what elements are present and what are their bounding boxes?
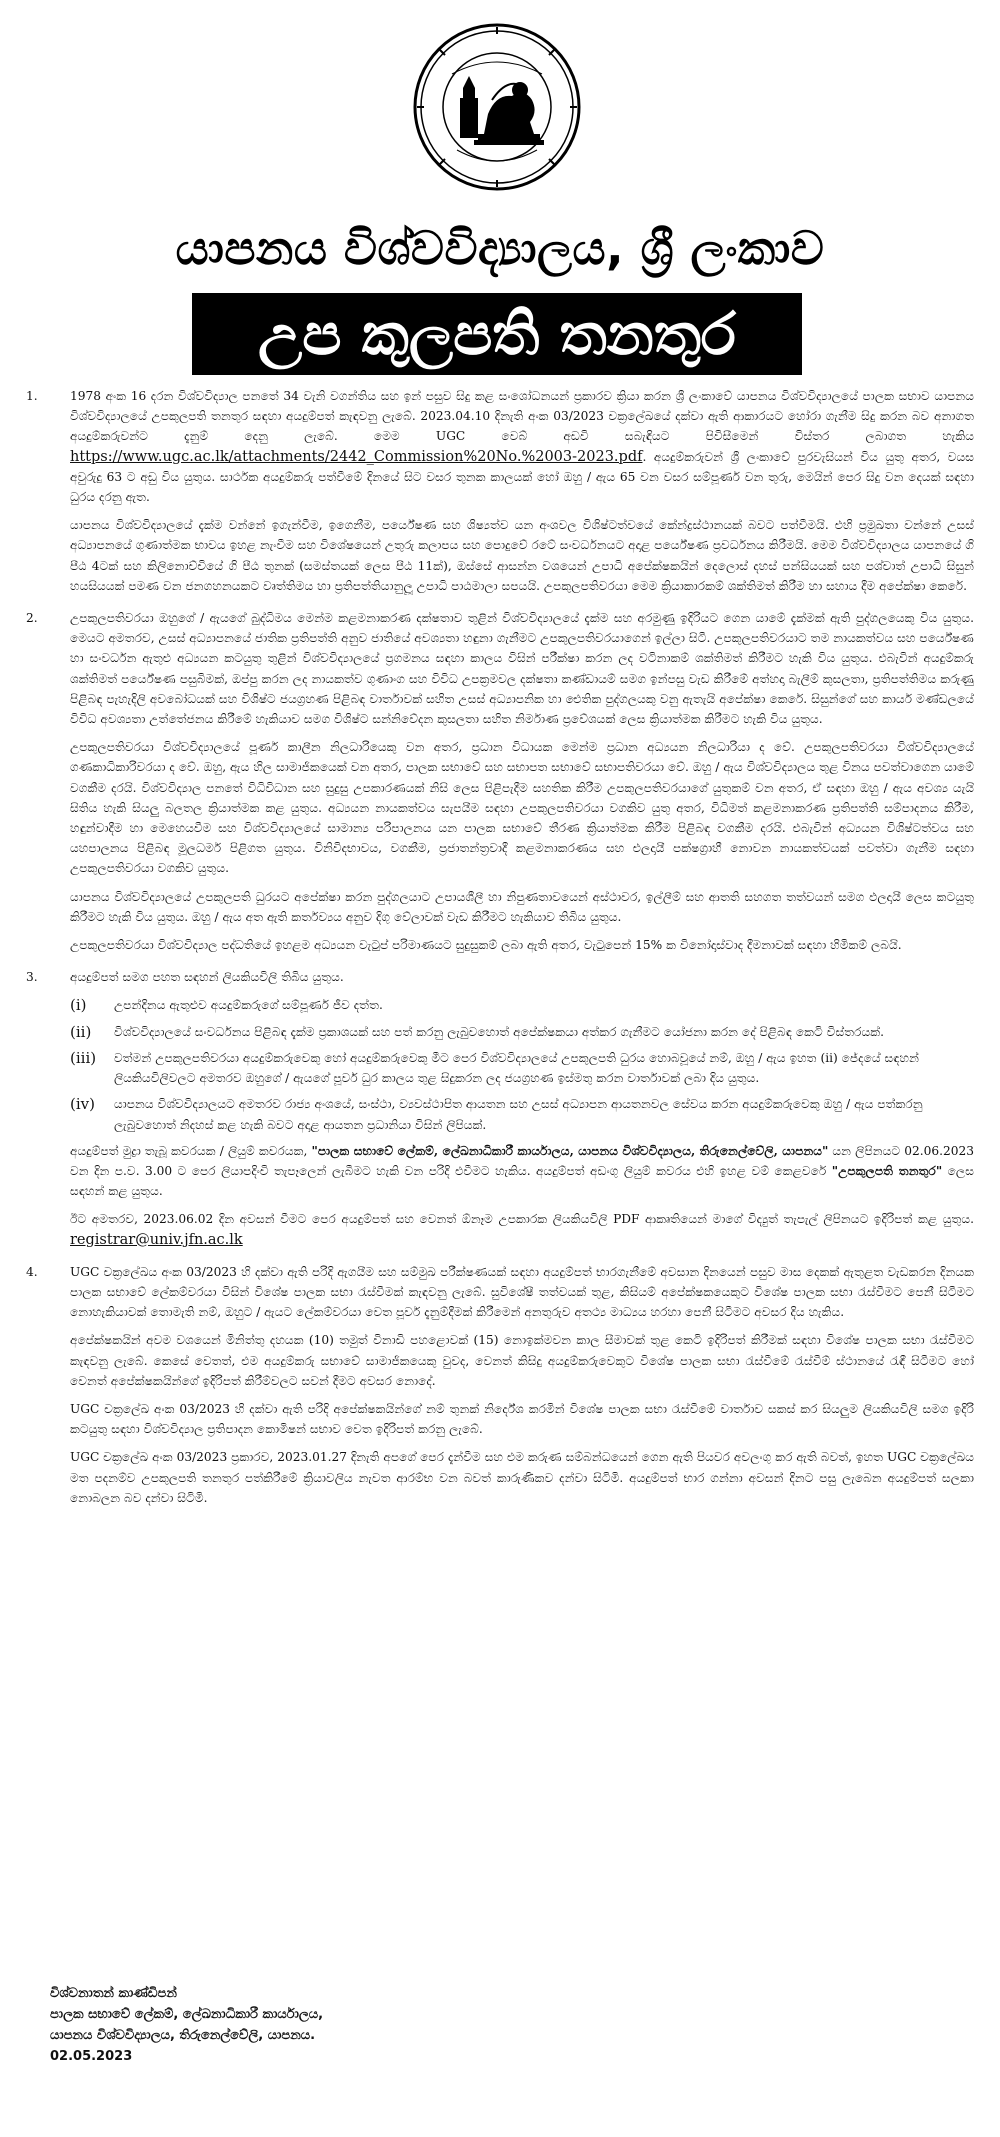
paragraph-text: ලෙස සඳහන් කළ යුතුය. xyxy=(70,1163,974,1199)
signature-block xyxy=(50,1983,750,2067)
email-instructions xyxy=(70,1209,974,1249)
paragraph: උපකුලපතිවරයා ඔහුගේ / ඇයගේ බුද්ධිමය මෙන්ම කළමනාකරණ දක්ෂතාව තුළින් විශ්වවිද්‍යාලයේ දැක්ම සහ අරමුණු ඉදිරියට ගෙන යාමේ දැක්මක් ඇති පුද්ගලයෙකු විය යුතුය. මෙයට අමතරව, උසස් අධ්‍යාපනයේ ජාතික ප්‍රතිපත්ති අනුව ජාතියේ අවශ්‍යතා හඳුනා ගැනීමට උපකුලපතිවරයාගෙන් ඉල්ලා සිටී. උපකුලපතිවරයාට තම නායකත්වය සහ පර්යේෂණ හා සංවර්ධන ඇතුළු අධ්‍යයන කටයුතු තුළින් විශ්වවිද්‍යාලයේ ප්‍රගමනය සඳහා කාලය විසින් පරීක්ෂා කරන ලද වටිනාකම් ශක්තිමත් කිරීමට හැකි විය යුතුය. එබැවින් අයදුම්කරු ශක්තිමත් පර්යේෂණ පසුබිමක්, ඔප්පු කරන ලද නායකත්ව ගුණාංග සහ විවිධ උපක්‍රමවල දක්ෂතා කණ්ඩායම් සමග ඉන්පසු වැඩ කිරීමේ අත්හදා බැලීම් කුසලතා, ප්‍රතිපත්තිමය කරුණු පිළිබඳ පැහැදිලි අවබෝධයක් සහ විශිෂ්ට ජයග්‍රහණ පිළිබඳ වාර්තාවක් සහිත උසස් අධ්‍යාපනික හා ඓතික පුද්ගලයකු වනු ඇතැයි අපේක්ෂා කෙරේ. සිසුන්ගේ සහ කාර්ය මණ්ඩලයේ විවිධ අවශ්‍යතා උත්තේජනය කිරීමේ හැකියාව සමග විශිෂ්ට සන්නිවේදන කුසලතා සහිත නිර්මාණ ප්‍රවේශයක් ලෙස ක්‍රියාත්මක කිරීමට හැකි විය යුතුය. xyxy=(70,611,974,727)
paragraph: UGC චක්‍රලේඛය අංක 03/2023 හි දක්වා ඇති පරිදි ඇගයීම සහ සම්මුඛ පරීක්ෂණයක් සඳහා අයදුම්පත් භාරගැනීමේ අවසාන දිනයෙන් පසුව මාස දෙකක් ඇතුළත වැඩකරන දිනයක පාලක සභාවේ ලේකම්වරයා විසින් විශේෂ පාලක සභා රැස්වීමක් කැඳවනු ලැබේ. සුවිශේෂී තත්වයක් තුළ, කිසියම් අපේක්ෂකයෙකුට විශේෂ පාලක සභා රැස්වීමට පෙනී සිටීමට නොහැකියාවක් තොමැති නම්, ඔහුට / ඇයට ලේකම්වරයා වෙත පූර්ව දැනුම්දීමක් කිරීමෙන් අනතුරුව අතථ්‍ය මාධ්‍යය හරහා පෙනී සිටීමට අවසර දිය හැකිය. xyxy=(70,1264,974,1320)
crest-icon xyxy=(412,22,582,192)
paragraph: උපකුලපතිවරයා විශ්වවිද්‍යාල පද්ධතියේ ඉහළම අධ්‍යයන වැටුප් පරිමාණයට සුදුසුකම් ලබා ඇති අතර, වැටුපෙන් 15% ක විනෝදාස්වාද දීමනාවක් සඳහා හිමිකම් ලබයි. xyxy=(70,938,902,953)
postal-address: "පාලක සභාවේ ලේකම්, ලේඛනාධිකාරී කාර්යාලය, යාපනය විශ්වවිද්‍යාලය, තිරුනෙල්වේලි, යාපනය" xyxy=(311,1143,829,1158)
paragraph: යාපනය විශ්වවිද්‍යාලයේ දැක්ම වන්නේ ඉගැන්වීම, ඉගෙනීම, පර්යේෂණ සහ ශිෂ්‍යත්ව යන අංශවල විශිෂ්ටත්වයේ කේන්ද්‍රස්ථානයක් බවට පත්වීමයි. එහි ප්‍රමුඛතා වන්නේ උසස් අධ්‍යාපනයේ ගුණාත්මක භාවය ඉහළ නැංවීම සහ විශේෂයෙන් උතුරු කලාපය සහ පොදුවේ රටේ සංවර්ධනයට අදාළ පර්යේෂණ ප්‍රවර්ධනය කිරීමයි. මෙම විශ්වවිද්‍යාලය යාපනයේ ගි පීඨ 4ටක් සහ කිලිනොච්චියේ ගි පීඨ තුනක් (සමස්තයක් ලෙස පීඨ 11ක්), ඔස්සේ ආසන්න වශයෙන් උපාධි අපේක්ෂකයින් දෙලොස් දහස් පන්සියයක් සහ පශ්චාත් උපාධි සිසුන් හයසියයක් පමණ වන ජනගහනයකට වෘත්තිමය හා ප්‍රතිපත්තියානුලූ උපාධි පාඨමාලා සපයයි. උපකුලපතිවරයා මෙම ක්‍රියාකාරකම් ශක්තිමත් කිරීම හා සහාය දීම අපේක්ෂා කෙරේ. xyxy=(70,518,974,593)
list-intro: අයදුම්පත් සමග පහත සඳහන් ලියකියවිලි තිබිය යුතුය. xyxy=(70,970,344,985)
section-1 xyxy=(26,386,974,596)
roman-number: (iv) xyxy=(70,1095,95,1114)
roman-number: (iii) xyxy=(70,1048,97,1067)
university-crest-logo xyxy=(412,22,582,192)
position-banner: උප කුලපති තනතුර xyxy=(192,293,802,375)
paragraph-text: ඊට අමතරව, 2023.06.02 දින අවසන් වීමට පෙර අයදුම්පත් සහ වෙනත් ඕනෑම උපකාරක ලියකියවිලි PDF ආකෘතියෙන් මාගේ විද්‍යුත් තැපැල් ලිපිනයට ඉදිරිපත් කළ යුතුය. xyxy=(70,1212,974,1227)
paragraph-text: 1978 අංක 16 දරන විශ්වවිද්‍යාල පනතේ 34 වැනි වගන්තිය සහ ඉන් පසුව සිදු කළ සංශෝධනයන් ප්‍රකාරව ක්‍රියා කරන ශ්‍රී ලංකාවේ යාපනය විශ්වවිද්‍යාලයේ පාලක සභාව යාපනය විශ්වවිද්‍යාලයේ උපකුලපති තනතුර සඳහා අයදුම්පත් කැඳවනු ලැබේ. 2023.04.10 දිනැති අංක 03/2023 චක්‍රලේඛයේ දක්වා ඇති ආකාරයට හෝරා ගැනීම සිදු කරන බව අනාගත අයදුම්කරුවන්ට දැනුම් දෙනු ලැබේ. මෙම UGC වෙබ් අඩවි සබැඳියට පිවිසීමෙන් විස්තර ලබාගත හැකිය xyxy=(70,389,974,444)
paragraph-text: අයදුම්පත් මුද්‍රා තැබූ කවරයක / ලියුම් කවරයක, xyxy=(70,1143,312,1158)
section-4 xyxy=(26,1262,974,1508)
paragraph: අපේක්ෂකයින් අවම වශයෙන් මිනිත්තු දහයක (10) තමුත් විනාඩි පහළොවක් (15) නොඉක්මවන කාල සීමාවක් තුළ කෙටි ඉදිරිපත් කිරීමක් සඳහා විශේෂ පාලක සභා රැස්වීමට කැඳවනු ලැබේ. කෙසේ වෙතත්, එම අයදුම්කරු සභාවේ සාමාජිකයෙකු වුවද, වෙනත් කිසිදු අයදුම්කරුවෙකුට විශේෂ පාලක සභා රැස්වීමේ රැස්වීම් ස්ථානයේ රැඳී සිටීමට හෝ වෙනත් අපේක්ෂකයින්ගේ ඉදිරිපත් කිරීම්වලට සවන් දීමට අවසර නොදේ. xyxy=(70,1333,974,1388)
section-3 xyxy=(26,967,974,1249)
paragraph: UGC චක්‍රලේඛ අංක 03/2023 ප්‍රකාරව, 2023.01.27 දිනැති අපගේ පෙර දැන්වීම සහ එම කරුණ සම්බන්ධයෙන් ගෙන ඇති පියවර අවලංගු කර ඇති බවත්, ඉහත UGC චක්‍රලේඛය මත පදනම්ව උපකුලපති තනතුර පත්කිරීමේ ක්‍රියාවලිය නැවත ආරම්භ වන බවත් කාරුණිකව දන්වා සිටිමි. අයදුම්පත් භාර ගන්නා අවසන් දිනට පසු ලැබෙන අයදුම්පත් සලකා නොබලන බව දන්වා සිටිමි. xyxy=(70,1450,974,1505)
section-number: 3. xyxy=(26,970,38,985)
paragraph-text: යන ලිපිනයට 02.06.2023 වන දින ප.ව. 3.00 ට පෙර ලියාපදිංචි තැපෑලෙන් ලැබීමට හැකි වන පරිදි එවීමට හැකිය. අයදුම්පත් අඩංගු ලියුම් කවරය එහි ඉහළ වම් කෙළවරේ xyxy=(70,1143,974,1178)
roman-number: (i) xyxy=(70,996,87,1015)
submission-instructions xyxy=(70,1141,974,1202)
registrar-email-link[interactable]: registrar@univ.jfn.ac.lk xyxy=(70,1231,243,1248)
list-item-text: යාපනය විශ්වවිද්‍යාලයට අමතරව රාජ්‍ය අංශයේ, සංස්ථා, ව්‍යවස්ථාපිත ආයතන සහ උසස් අධ්‍යාපන ආයතනවල සේවය කරන අයදුම්කරුවෙකු ඔහු / ඇය පත්කරනු ලැබුවහොත් නිදහස් කළ හැකි බවට අදාළ ආයතන ප්‍රධානියා විසින් ලිපියක්. xyxy=(114,1097,923,1132)
list-item xyxy=(70,1022,974,1042)
paragraph xyxy=(70,386,974,507)
envelope-label: "උපකුලපති තනතුර" xyxy=(831,1163,943,1178)
list-item-text: වත්මන් උපකුලපතිවරයා අයදුම්කරුවෙකු හෝ අයදුම්කරුවෙකු මීට පෙර විශ්වවිද්‍යාලයේ උපකුලපති ධුරය හොබවූයේ නම්, ඔහු / ඇය ඉහත (ii) ජේදයේ සඳහන් ලියකියවිලිවලට අමතරව ඔහුගේ / ඇයගේ පූර්ව ධුර කාලය තුළ සිදුකරන ලද ජයග්‍රහණ ඉස්මතු කරන වාර්තාවක් ලබා දිය යුතුය. xyxy=(114,1050,920,1086)
list-item-text: උපන්දිනය ඇතුළුව අයදුම්කරුගේ සම්පූර්ණ ජීව දත්ත. xyxy=(114,998,383,1013)
list-item xyxy=(70,995,974,1015)
section-2 xyxy=(26,608,974,955)
roman-number: (ii) xyxy=(70,1022,92,1041)
section-number: 1. xyxy=(26,389,38,403)
list-item xyxy=(70,1094,974,1134)
requirements-list xyxy=(70,995,974,1134)
ugc-attachment-link[interactable]: https://www.ugc.ac.lk/attachments/2442_Commission%20No.%2003-2023.pdf xyxy=(70,448,643,465)
paragraph-text: . අයදුම්කරුවන් ශ්‍රී ලංකාවේ පුරවැසියන් විය යුතු අතර, වයස අවුරුදු 63 ට අඩු විය යුතුය. සාර්ථක අයදුම්කරු පත්වීමේ දිනයේ සිට වසර තුනක කාලයක් හෝ ඔහු / ඇය 65 වන වසර සම්පූර්ණ වන තුරු, මෙයින් පෙර සිදු වන දෙයක් සඳහා ධුරය දරනු ඇත. xyxy=(70,449,974,505)
university-title: යාපනය විශ්වවිද්‍යාලය, ශ්‍රී ලංකාව xyxy=(175,221,825,275)
list-item-text: විශ්වවිද්‍යාලයේ සංවර්ධනය පිළිබඳ දැක්ම ප්‍රකාශයක් සහ පත් කරනු ලැබුවහොත් අපේක්ෂකයා අත්කර ගැනීමට යෝජනා කරන දේ පිළිබඳ කෙටි විස්තරයක්. xyxy=(114,1024,885,1039)
paragraph: UGC චක්‍රලේඛ අංක 03/2023 හි දක්වා ඇති පරිදි අපේක්ෂකයින්ගේ නම් තුනක් නිර්දේශ කරමින් විශේෂ පාලක සභා රැස්වීමේ වාර්තාව සකස් කර සියලුම ලියකියවිලි සමග ඉදිරි කටයුතු සඳහා විශ්වවිද්‍යාල ප්‍රතිපාදන කොමිෂන් සභාව වෙත ඉදිරිපත් කරනු ලැබේ. xyxy=(70,1401,974,1437)
signatory-name: විශ්වනාතන් කාණ්ඩිපන් xyxy=(50,1986,177,2001)
list-item xyxy=(70,1048,974,1088)
paragraph: යාපනය විශ්වවිද්‍යාලයේ උපකුලපති ධුරයට අපේක්ෂා කරන පුද්ගලයාට උපායශීලී හා නිපුණතාවයෙන් අස්ථාවර, ඉල්ලීම් සහ ආතති සහගත තත්වයන් සමග ඵලදායී ලෙස කටයුතු කිරීමට හැකි විය යුතුය. ඔහු / ඇය අත ඇති කර්තව්‍යය අනුව දිගු වේලාවක් වැඩ කිරීමට හැකියාව තිබිය යුතුය. xyxy=(70,889,974,924)
advertisement-body xyxy=(26,386,974,1520)
signatory-title: පාලක සභාවේ ලේකම්, ලේඛනාධිකාරී කාර්යාලය, xyxy=(50,2007,324,2022)
paragraph: උපකුලපතිවරයා විශ්වවිද්‍යාලයේ පූර්ණ කාලීන නිලධාරියෙකු වන අතර, ප්‍රධාන විධායක මෙන්ම ප්‍රධාන අධ්‍යයන නිලධාරියා ද වේ. උපකුලපතිවරයා විශ්වවිද්‍යාලයේ ගණකාධිකාරිවරයා ද වේ. ඔහු, ඇය හිල සාමාජිකයෙක් වන අතර, පාලක සභාවේ සහ සභාපත සභාවේ සභාපතිවරයා වේ. ඔහු / ඇය විශ්වවිද්‍යාලය තුළ විනය පවත්වාගෙන යාමේ වගකීම දරයි. විශ්වවිද්‍යාල පනතේ විධිවිධාන සහ සුදුසු උපකාරණයක් නිසි ලෙස පිළිපැදීම සහතික කිරීම උපකුලපතිවරයාගේ යුතුකම් වන අතර, ඒ සඳහා ඔහු / ඇය අවශ්‍ය යැයි සිතිය හැකි සියලු බලතල ක්‍රියාත්මක කළ යුතුය. අධ්‍යයන නායකත්වය සැපයීම සඳහා උපකුලපතිවරයා වගකිව යුතු අතර, විධිමත් කළමනාකරණ ප්‍රතිපත්ති සම්පාදනය කිරීම, හඳුන්වාදීම හා මෙහෙයවීම සහ විශ්වවිද්‍යාලයේ සාමාන්‍ය පරිපාලනය යන පාලක සභාවේ තීරණ ක්‍රියාත්මක කිරීම පිළිබඳ වගකීම දරයි. එබැවින් අධ්‍යයන විශිෂ්ටත්වය සහ යහපාලනය පිළිබඳ මූලධර්ම පිළිගත යුතුය. විනිවිදභාවය, වගකීම, ප්‍රජාතන්ත්‍රවාදී කළමනාකරණය සහ එලදායී පක්ෂග්‍රාහී නොවන නායකත්වයක් පවත්වා ගැනීම සඳහා උපකුලපතිවරයා වගකිව යුතුය. xyxy=(70,740,974,876)
section-number: 2. xyxy=(26,611,38,626)
notice-date: 02.05.2023 xyxy=(50,2049,133,2064)
section-number: 4. xyxy=(26,1264,38,1279)
signatory-address: යාපනය විශ්වවිද්‍යාලය, තිරුනෙල්වේලි, යාපනය. xyxy=(50,2028,316,2043)
